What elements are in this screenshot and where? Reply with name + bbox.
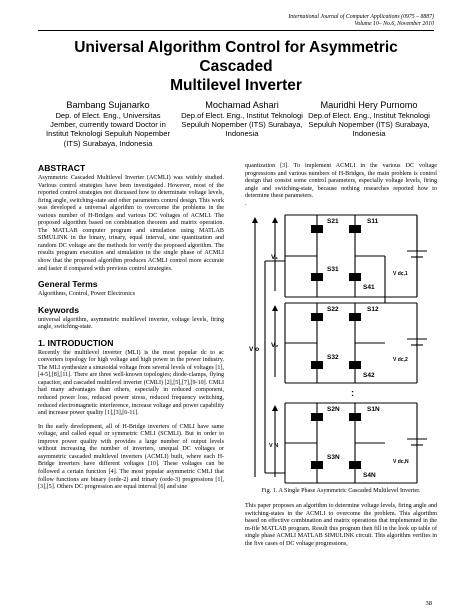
paper-title: Universal Algorithm Control for Asymmetric Cascaded Multilevel Inverter (74, 39, 398, 94)
label-s21: S21 (327, 217, 339, 225)
figure-caption: Fig. 1. A Single Phase Asymmetric Cascaded Multilevel Inverter. (261, 487, 421, 494)
introduction-para-1: Recently the multilevel inverter (MLI) is the most popular dc to ac converters topology for high voltage and high power in the power industry. The MLI synthesize a sinusoidal voltage from several levels of voltages [1],[4-5],[8],[11]. There are three well-known topologies; diode-clamps, flying capacitor, and cascaded multilevel inverter (CMLI) [2],[5],[7],[9-10]. CMLI had many advantages than others, especially in reduced component, reduced power loss, reduced power stress, reduced frequency switching, reduced electromagnetic interference, increase voltage and power capability and increase power quality [1],[3],[6-11]. (38, 349, 224, 417)
journal-name: International Journal of Computer Applications (0975 – 8887) (288, 14, 434, 20)
label-s2n: S2N (327, 405, 340, 413)
author-1: Bambang Sujanarko Dep. of Elect. Eng., Universitas Jember, currently toward Doctor in Institut Teknologi Sepuluh Nopember (ITS) Surabaya, Indonesia (46, 100, 170, 148)
page-number: 38 (425, 600, 432, 607)
author-3: Mauridhi Hery Purnomo Dep.of Elect. Eng., Institut Teknologi Sepuluh Nopember (ITS) Surabaya, Indonesia (308, 100, 430, 139)
keywords-heading: Keywords (38, 304, 80, 315)
label-s31: S31 (327, 265, 339, 273)
label-s1n: S1N (367, 405, 380, 413)
header-rule (38, 30, 434, 31)
label-vo: V o (249, 345, 260, 353)
circuit-figure (245, 211, 437, 486)
label-vdc1: V dc,1 (393, 270, 408, 277)
general-terms-heading: General Terms (38, 279, 98, 290)
abstract-text: Asymmetric Cascaded Multilevel Inverter (ACMLI) was widely studied. Various control strategies have been investigated. However, most of the reported control strategies not discussed how to determinate voltage levels, firing angle, switching-state and other parameters control design. This work was developed a universal algorithm to overcome the problems in the various number of H-Bridges and various DC voltages of ACMLI. The proposed algorithm based on combination theorem and matrix operation. The MATLAB computer program and simulation using MATLAB SIMULINK in the binary, trinary, equal interval, sine quantization and random DC voltage are the methods for verify the proposed algorithm. The results program execution and simulation in the single phase of ACMLI show that the proposed algorithm produces ACMLI control more accurate and faster if compared with previous control strategies. (38, 175, 224, 272)
right-para-top: quantization [3]. To implement ACMLI in the various DC voltage progressions and various numbers of H-Bridges, the main problem is control design that consist some control parameters, especially voltage levels, firing angle and switching-state, because nothing researches reported how to determine these parameters. (245, 163, 437, 200)
label-s22: S22 (327, 305, 339, 313)
label-v1: V₁ (271, 253, 279, 261)
abstract-heading: ABSTRACT (38, 163, 86, 173)
label-vdcn: V dc,N (393, 458, 409, 465)
label-s42: S42 (363, 371, 375, 379)
ellipsis-marker: : (351, 387, 354, 398)
label-s11: S11 (367, 217, 379, 225)
author-2: Mochamad Ashari Dep.of Elect. Eng., Institut Teknologi Sepuluh Nopember (ITS) Surabaya, Indonesia (181, 100, 303, 139)
label-s41: S41 (363, 283, 375, 291)
right-para-bottom: This paper proposes an algorithm to determine voltage levels, firing angle and switching-states in the ACMLI to overcome the problem. This algorithm based on effective combination and matrix operations that implemented in the m-file MATLAB program. Result this program then fill in the look up table of single phase ACMLI MATLAB SIMULINK circuit. This algorithm verifies in the five cases of DC voltage progressions, (245, 503, 437, 548)
author-block (38, 99, 436, 151)
right-column (245, 163, 437, 549)
label-vn: V N (269, 442, 279, 449)
label-s3n: S3N (327, 453, 340, 461)
introduction-para-2: In the early development, all of H-Bridge inverters of CMLI have same voltage, and called equal or symmetric CMLI (SCMLI). But in order to improve power quality with provides a large number of output levels without increasing the number of inverters, unequal DC voltages or asymmetric cascaded multilevel inverters (ACMLI) built, where each H-Bridge inverters have different voltages [10]. These voltages can be followed a certain function [4]. The most popular asymmetric CMLI that follow functions are binary (orde-2) and trinary (orde-3) progressions [1],[3],[5]. Others DC progression are equal interval [6] and sine (38, 423, 224, 491)
label-vdc2: V dc,2 (393, 356, 408, 363)
label-s4n: S4N (363, 471, 376, 479)
introduction-heading: 1. INTRODUCTION (38, 337, 114, 348)
label-s32: S32 (327, 353, 339, 361)
label-s12: S12 (367, 305, 379, 313)
general-terms-text: Algorithms, Control, Power Electronics (38, 291, 135, 298)
label-v2: V₂ (271, 341, 279, 349)
left-column (38, 163, 224, 492)
stray-dot: . (245, 200, 247, 207)
volume-info: Volume 10– No.6, November 2010 (354, 21, 434, 27)
keywords-text: universal algorithm, asymmetric multilevel inverter, voltage levels, firing angle, switching-state. (38, 316, 224, 331)
running-header (288, 14, 434, 28)
